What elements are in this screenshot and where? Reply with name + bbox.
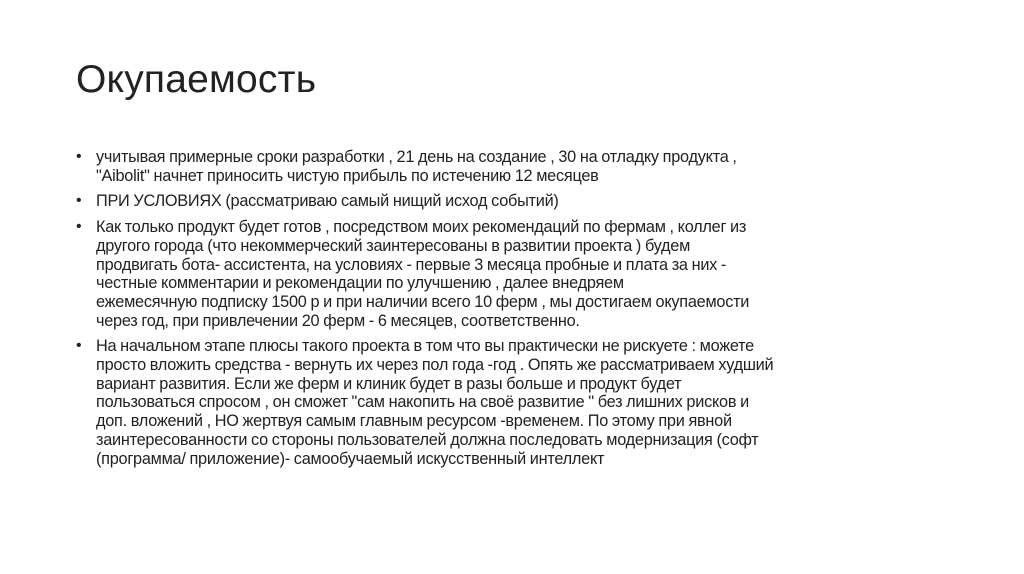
bullet-text-line: пользоваться спросом , он сможет "сам накопить на своё развитие " без лишних рисков и — [96, 393, 749, 412]
bullet-marker: • — [76, 218, 82, 236]
bullet-item-3 — [76, 218, 956, 330]
bullet-text-line: учитывая примерные сроки разработки , 21 день на создание , 30 на отладку продукта , — [96, 148, 737, 166]
bullet-item-1 — [76, 148, 956, 185]
bullet-marker: • — [76, 148, 82, 165]
bullet-marker: • — [76, 192, 82, 210]
bullet-text-line: ежемесячную подписку 1500 р и при наличии всего 10 ферм , мы достигаем окупаемости — [96, 292, 750, 311]
bullet-text-line: (программа/ приложение)- самообучаемый искусственный интеллект — [96, 449, 605, 468]
bullet-list — [76, 148, 956, 475]
bullet-text-line: другого города (что некоммерческий заинтересованы в развитии проекта ) будем — [96, 236, 691, 255]
bullet-text-line: доп. вложений , НО жертвуя самым главным ресурсом -временем. По этому при явной — [96, 412, 732, 431]
slide-title: Окупаемость — [76, 58, 317, 101]
bullet-item-4 — [76, 337, 956, 468]
bullet-text-line: Как только продукт будет готов , посредством моих рекомендаций по фермам , коллег из — [96, 218, 747, 237]
bullet-item-2 — [76, 192, 956, 211]
bullet-text-line: На начальном этапе плюсы такого проекта в том что вы практически не рискуете : можете — [96, 337, 754, 356]
bullet-text-line: вариант развития. Если же ферм и клиник будет в разы больше и продукт будет — [96, 374, 682, 393]
bullet-text-line: через год, при привлечении 20 ферм - 6 месяцев, соответственно. — [96, 311, 580, 330]
bullet-text-line: заинтересованности со стороны пользователей должна последовать модернизация (софт — [96, 430, 759, 449]
bullet-text-line: "Aibolit" начнет приносить чистую прибыль по истечению 12 месяцев — [96, 166, 599, 185]
bullet-text-line: ПРИ УСЛОВИЯХ (рассматриваю самый нищий исход событий) — [96, 192, 559, 211]
bullet-marker: • — [76, 337, 82, 355]
bullet-text-line: продвигать бота- ассистента, на условиях - первые 3 месяца пробные и плата за них - — [96, 255, 727, 274]
bullet-text-line: честные комментарии и рекомендации по улучшению , далее внедряем — [96, 274, 624, 293]
bullet-text-line: просто вложить средства - вернуть их через пол года -год . Опять же рассматриваем худший — [96, 356, 774, 375]
